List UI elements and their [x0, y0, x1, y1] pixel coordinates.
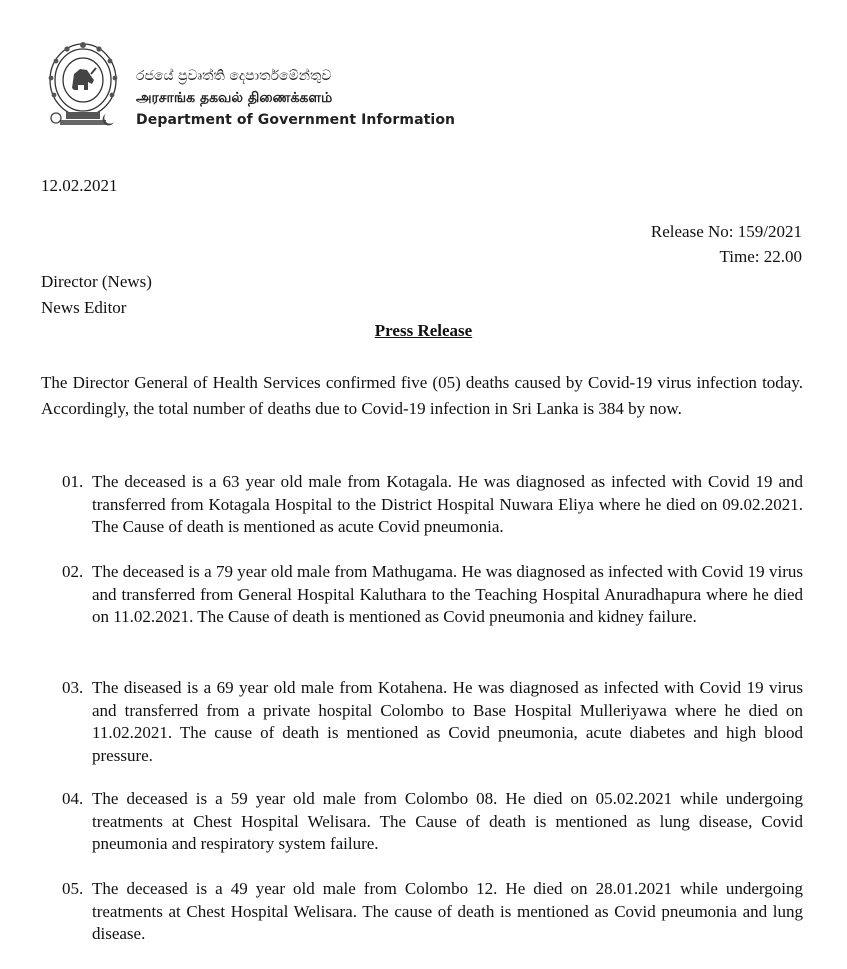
addressee: Director (News) [41, 272, 152, 291]
case-item [62, 561, 803, 629]
intro-paragraph: The Director General of Health Services confirmed five (05) deaths caused by Covid-19 virus infection today. Accordingly, the total number of deaths due to Covid-19 infection in Sri Lanka is 384 by now. [41, 373, 803, 418]
addressee: News Editor [41, 298, 127, 317]
case-text: The deceased is a 59 year old male from Colombo 08. He died on 05.02.2021 while undergoing treatments at Chest Hospital Welisara. The Cause of death is mentioned as lung disease, Covid pneumonia and respiratory system failure. [92, 789, 803, 853]
release-info [651, 219, 802, 269]
case-item [62, 878, 803, 946]
department-name-english: Department of Government Information [136, 112, 456, 128]
case-item [62, 788, 803, 856]
case-text: The deceased is a 79 year old male from Mathugama. He was diagnosed as infected with Covid 19 virus and transferred from General Hospital Kaluthara to the Teaching Hospital Anuradhapura where he died on 11.02.2021. The Cause of death is mentioned as Covid pneumonia and kidney failure. [92, 562, 803, 626]
case-number: 03. [62, 678, 84, 697]
addressees [41, 269, 152, 321]
department-name [136, 65, 456, 131]
case-item [62, 677, 803, 767]
case-number: 05. [62, 879, 84, 898]
case-number: 02. [62, 562, 84, 581]
release-number: Release No: 159/2021 [650, 222, 802, 241]
case-text: The deceased is a 49 year old male from Colombo 12. He died on 28.01.2021 while undergoing treatments at Chest Hospital Welisara. The cause of death is mentioned as Covid pneumonia and lung disease. [92, 879, 803, 943]
page-title: Press Release [374, 321, 473, 340]
case-item [62, 471, 803, 539]
case-text: The deceased is a 63 year old male from Kotagala. He was diagnosed as infected with Covid 19 and transferred from Kotagala Hospital to the District Hospital Nuwara Eliya where he died on 09.02.2021. The Cause of death is mentioned as acute Covid pneumonia. [92, 472, 803, 536]
release-time: Time: 22.00 [719, 247, 802, 266]
case-text: The diseased is a 69 year old male from Kotahena. He was diagnosed as infected with Covid 19 virus and transferred from a private hospital Colombo to Base Hospital Mulleriyawa where he died on 11.02.2021. The cause of death is mentioned as Covid pneumonia, acute diabetes and high blood pressure. [92, 678, 803, 765]
case-number: 04. [62, 789, 84, 808]
state-emblem-icon [44, 36, 122, 130]
department-name-sinhala: රජයේ ප්‍රවෘත්ති දෙපාර්තමේන්තුව [136, 68, 332, 84]
case-number: 01. [62, 472, 84, 491]
department-name-tamil: அரசாங்க தகவல் திணைக்களம் [136, 90, 333, 106]
release-date: 12.02.2021 [41, 176, 118, 195]
